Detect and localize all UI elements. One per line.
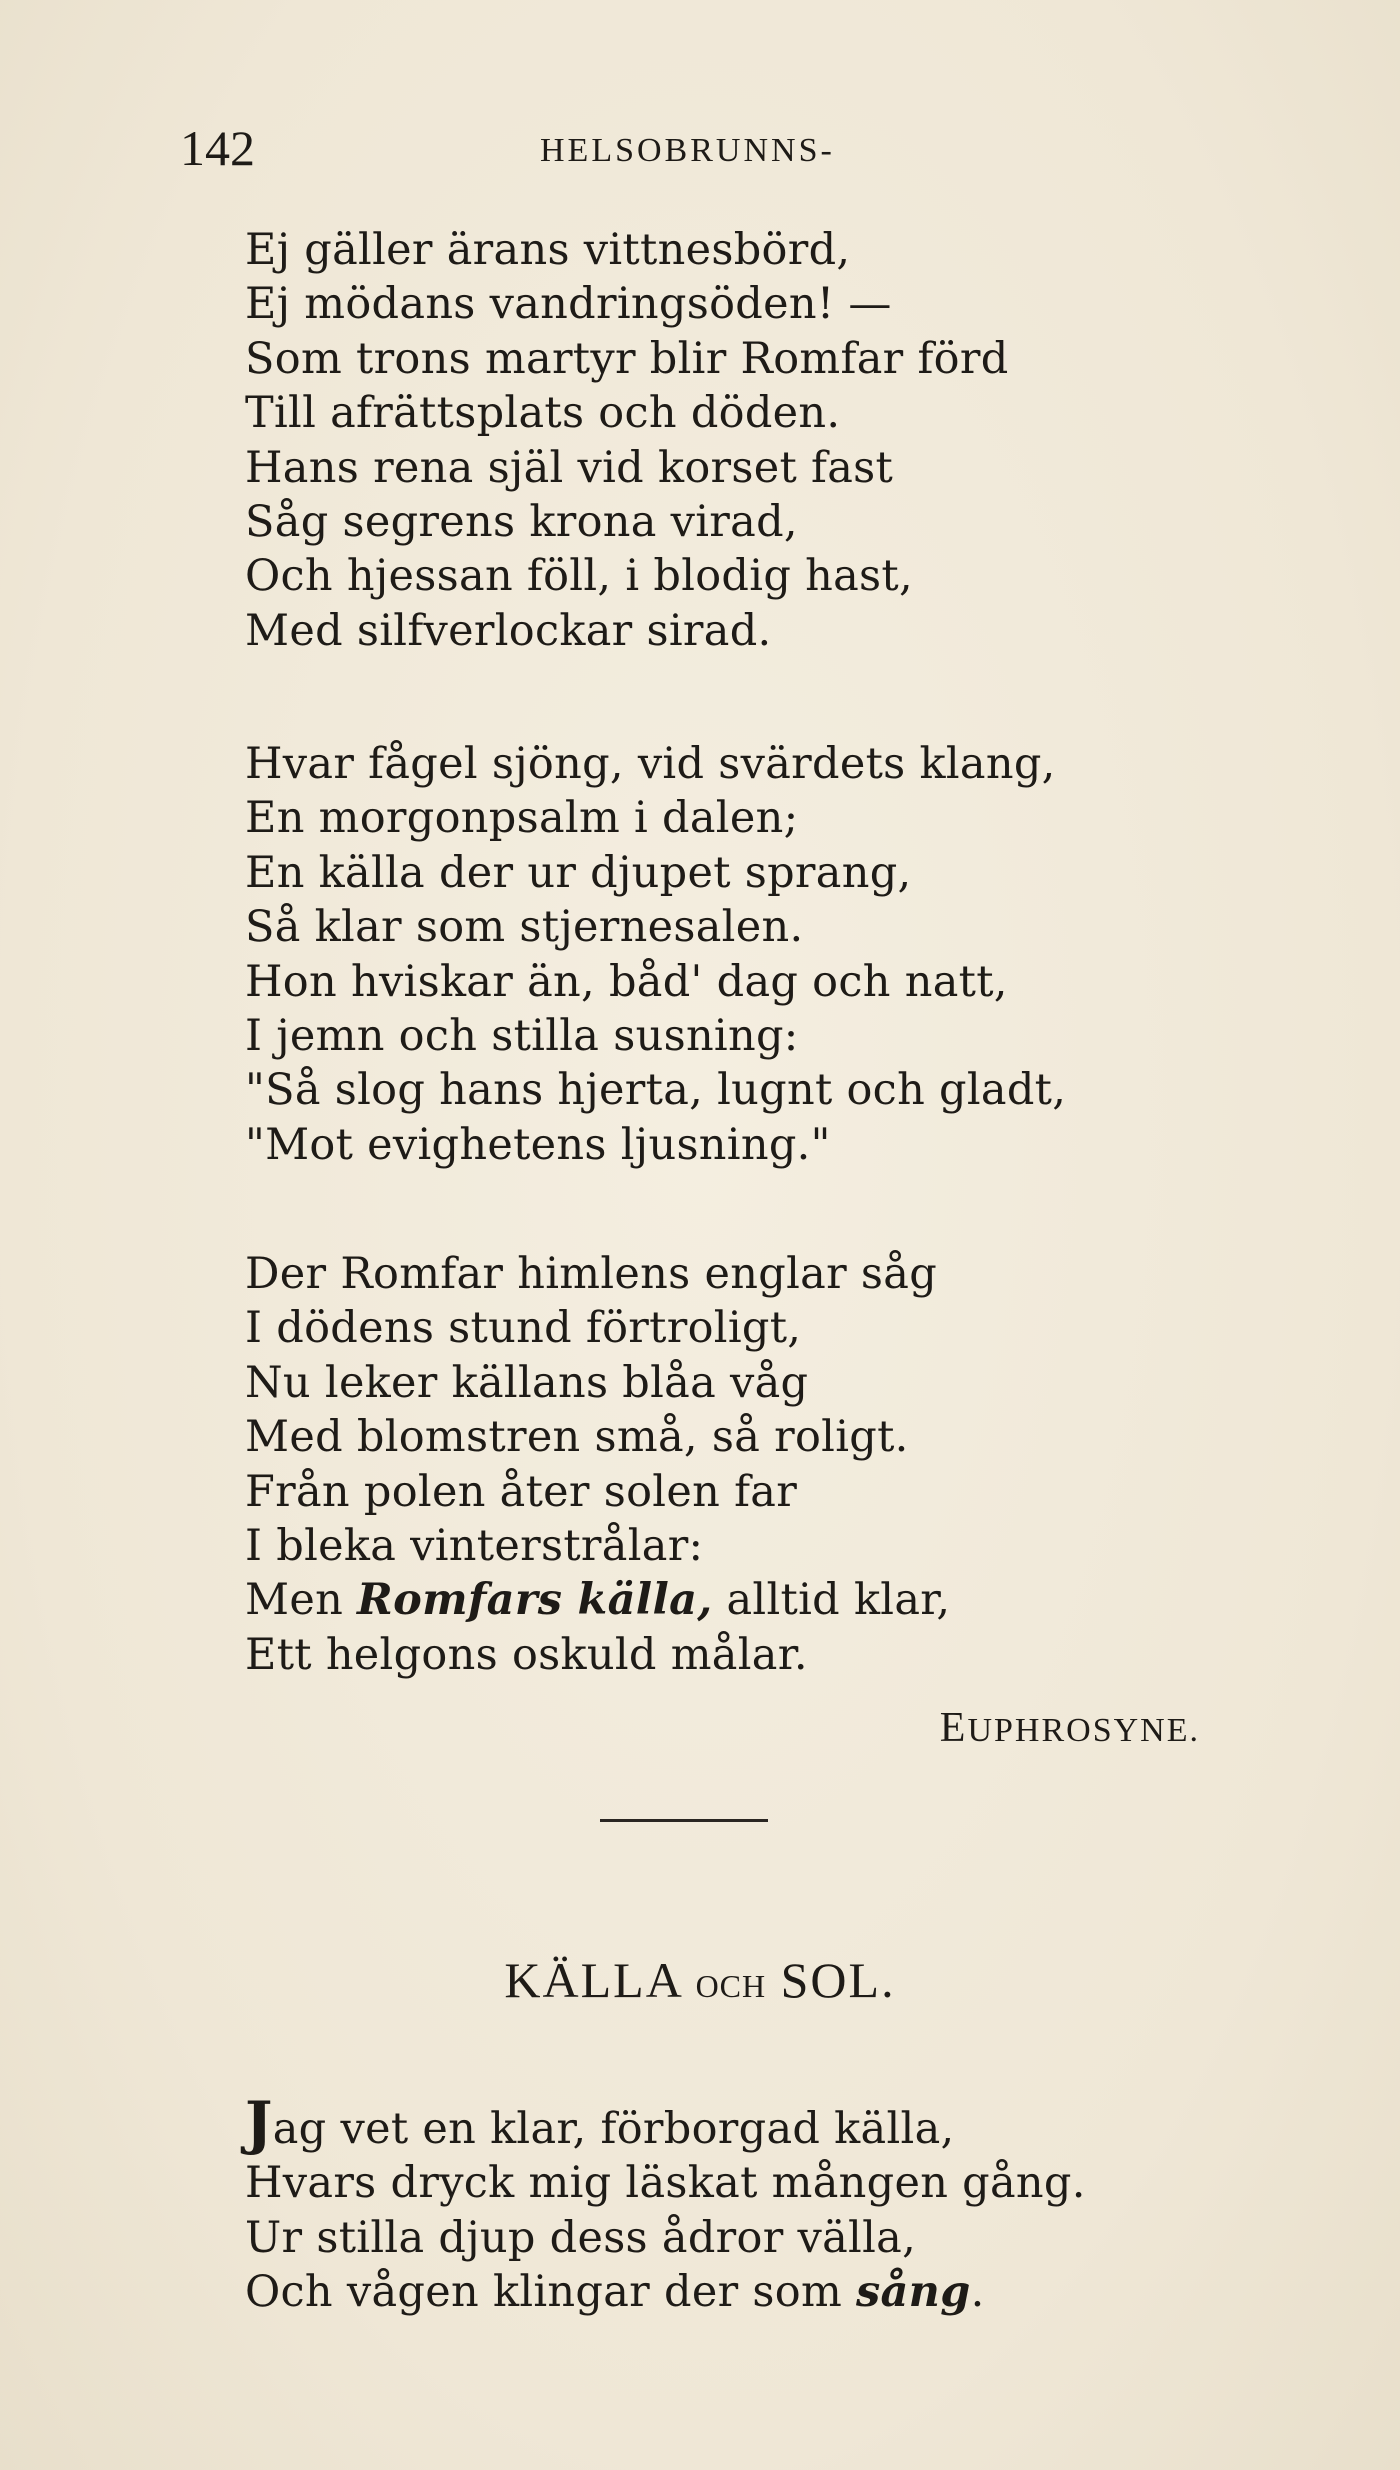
verse-line: Der Romfar himlens englar såg [245,1249,938,1299]
verse-line: Från polen åter solen far [245,1466,798,1517]
stanza-1 [245,223,1009,658]
section-title [0,1950,1400,2016]
verse-line: "Så slog hans hjerta, lugnt och gladt, [245,1065,1067,1116]
verse-line: Hvar fågel sjöng, vid svärdets klang, [245,739,1056,789]
verse-line: Hans rena själ vid korset fast [245,442,894,493]
italic-word: sång [856,2267,971,2318]
verse-line [245,1573,950,1627]
stanza-3 [245,1247,950,1682]
verse-text: Men [245,1575,358,1626]
verse-line: Med silfverlockar sirad. [245,605,772,656]
verse-line: Och hjessan föll, i blodig hast, [245,551,913,602]
running-head [180,118,1240,178]
verse-line: Till afrättsplats och döden. [245,388,841,439]
verse-line: Nu leker källans blåa våg [245,1357,809,1408]
verse-text: ag vet en klar, förborgad källa, [272,2104,955,2154]
drop-cap: J [245,2089,273,2157]
stanza-4 [245,2089,1086,2320]
signature-rest: UPHROSYNE. [967,1712,1200,1749]
italic-title: Romfars källa, [357,1575,713,1626]
title-word: SOL. [780,1952,896,2008]
verse-line: Så klar som stjernesalen. [245,902,804,953]
verse-line: Ej gäller ärans vittnesbörd, [245,225,851,275]
verse-text: Och vågen klingar der som [245,2267,856,2318]
verse-text: . [970,2267,985,2318]
verse-line: I bleka vinterstrålar: [245,1520,704,1571]
verse-line: Med blomstren små, så roligt. [245,1412,909,1463]
verse-line [245,2089,1086,2157]
title-word: OCH [695,1968,767,2004]
verse-line: "Mot evighetens ljusning." [245,1119,831,1170]
title-word: KÄLLA [504,1952,682,2008]
author-signature [940,1703,1200,1756]
verse-line: Hvars dryck mig läskat mången gång. [245,2158,1086,2209]
verse-line: En källa der ur djupet sprang, [245,847,912,898]
verse-line: Hon hviskar än, båd' dag och natt, [245,956,1008,1007]
section-divider [600,1819,768,1822]
signature-initial: E [939,1705,968,1751]
verse-line: I jemn och stilla susning: [245,1010,799,1061]
stanza-2 [245,737,1066,1172]
verse-line: Som trons martyr blir Romfar förd [245,333,1009,384]
page-number: 142 [180,120,255,176]
verse-line: Ej mödans vandringsöden! — [245,279,892,330]
verse-line: Ett helgons oskuld målar. [245,1629,808,1680]
verse-line: Såg segrens krona virad, [245,496,798,547]
verse-line: Ur stilla djup dess ådror välla, [245,2212,917,2263]
verse-text: alltid klar, [712,1575,951,1626]
running-title: HELSOBRUNNS- [540,132,835,169]
verse-line [245,2265,1086,2319]
verse-line: En morgonpsalm i dalen; [245,793,799,844]
verse-line: I dödens stund förtroligt, [245,1303,802,1354]
